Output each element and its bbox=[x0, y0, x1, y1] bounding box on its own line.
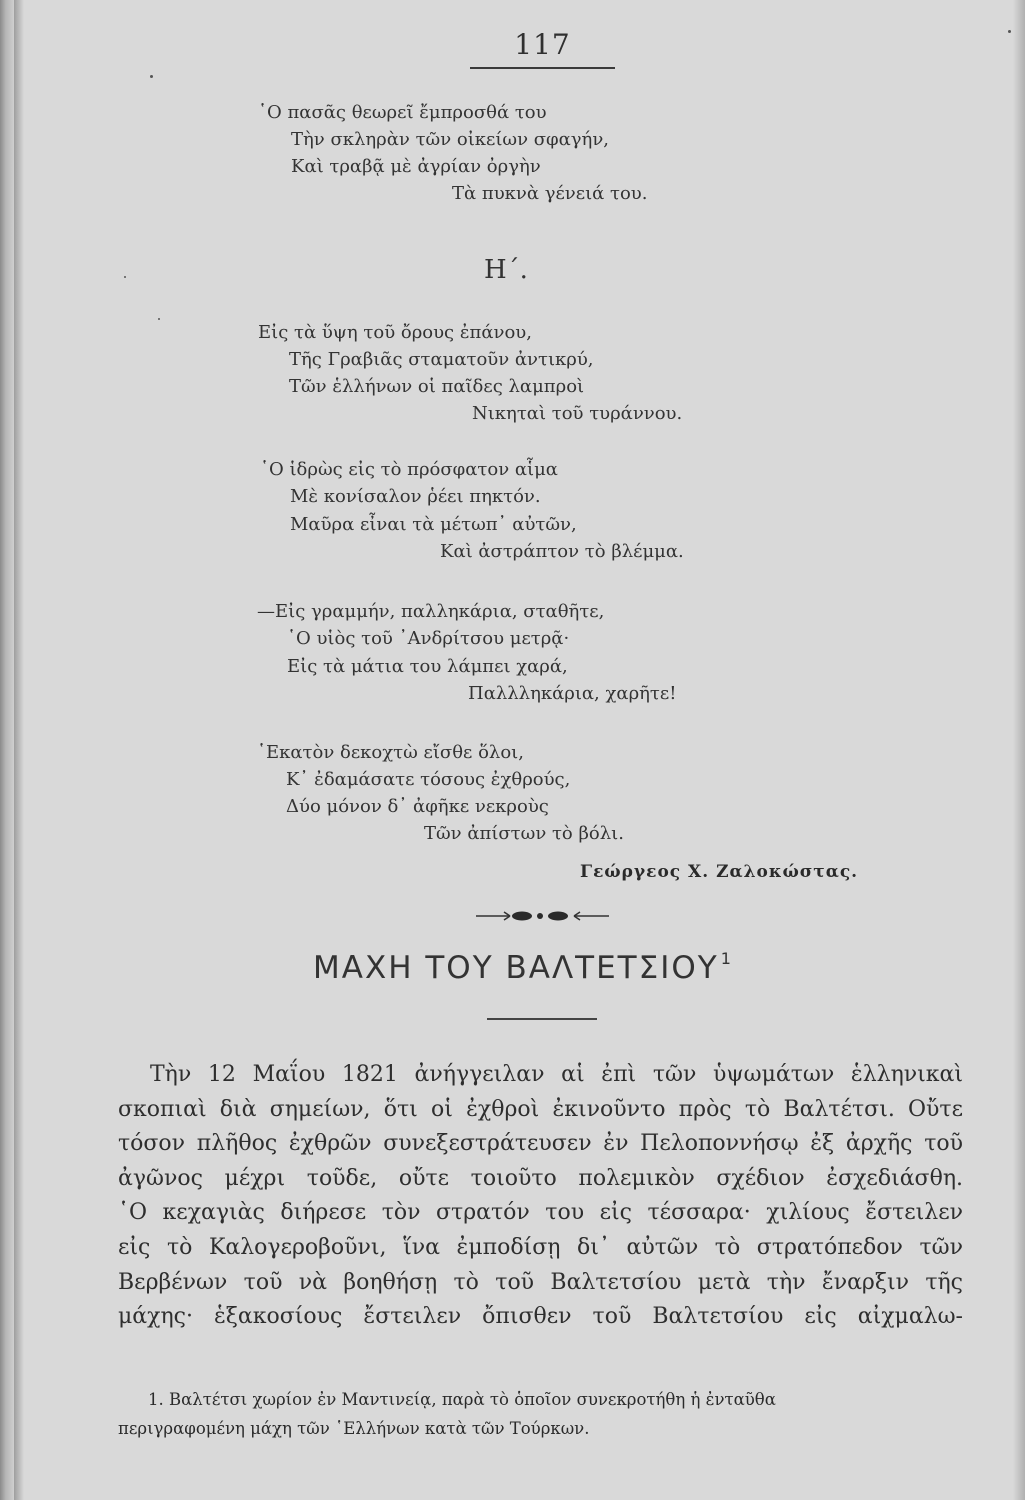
footnote bbox=[118, 1385, 963, 1443]
page-binding-edge bbox=[0, 0, 14, 1500]
prose-line: ἀγῶνος μέχρι τοῦδε, οὔτε τοιοῦτο πολεμικὸν σχέδιον ἐσχεδιάσθη. bbox=[118, 1165, 963, 1191]
ornament-divider bbox=[470, 904, 615, 928]
poem-line: Νικηταὶ τοῦ τυράννου. bbox=[472, 403, 683, 424]
section-heading: Η΄. bbox=[484, 255, 528, 285]
prose-line: εἰς τὸ Καλογεροβοῦνι, ἵνα ἐμποδίσῃ δι᾽ αὐτῶν τὸ στρατόπεδον τῶν bbox=[118, 1234, 963, 1260]
poem-line: Τῶν ἀπίστων τὸ βόλι. bbox=[424, 823, 624, 844]
prose-line: τόσον πλῆθος ἐχθρῶν συνεξεστράτευσεν ἐν Πελοποννήσῳ ἐξ ἀρχῆς τοῦ bbox=[118, 1131, 963, 1157]
footnote-marker: 1. bbox=[148, 1390, 164, 1409]
poem-line: Εἰς τὰ μάτια του λάμπει χαρά, bbox=[287, 656, 568, 677]
body-text bbox=[118, 1058, 963, 1335]
scan-speck bbox=[1008, 30, 1011, 33]
footnote-text: Βαλτέτσι χωρίον ἐν Μαντινείᾳ, παρὰ τὸ ὁποῖον συνεκροτήθη ἡ ἐνταῦθα bbox=[169, 1390, 776, 1409]
chapter-title-text: ΜΑΧΗ ΤΟΥ ΒΑΛΤΕΤΣΙΟΥ bbox=[313, 950, 719, 986]
prose-line: μάχης· ἑξακοσίους ἔστειλεν ὄπισθεν τοῦ Βαλτετσίου εἰς αἰχμαλω- bbox=[118, 1304, 963, 1330]
poem-line: ῾Εκατὸν δεκοχτὼ εἴσθε ὅλοι, bbox=[257, 742, 524, 763]
poem-line: Τὴν σκληρὰν τῶν οἰκείων σφαγήν, bbox=[291, 129, 610, 150]
ornament-dot bbox=[537, 913, 543, 919]
footnote-reference: 1 bbox=[720, 949, 733, 968]
poem-line: Καὶ ἀστράπτον τὸ βλέμμα. bbox=[440, 541, 684, 562]
poem-line: ῾Ο υἱὸς τοῦ ᾽Ανδρίτσου μετρᾷ· bbox=[287, 628, 570, 649]
author-signature: Γεώργεος Χ. Ζαλοκώστας. bbox=[580, 862, 859, 882]
poem-line: ῾Ο πασᾶς θεωρεῖ ἔμπροσθά του bbox=[258, 102, 547, 123]
scan-speck bbox=[150, 75, 153, 78]
scan-speck bbox=[124, 276, 126, 278]
chapter-title bbox=[313, 949, 733, 986]
footnote-line: περιγραφομένη μάχη τῶν ῾Ελλήνων κατὰ τῶν Τούρκων. bbox=[118, 1419, 590, 1438]
prose-line: ῾Ο κεχαγιὰς διήρεσε τὸν στρατόν του εἰς τέσσαρα· χιλίους ἔστειλεν bbox=[118, 1200, 963, 1226]
prose-line: Βερβένων τοῦ νὰ βοηθήσῃ τὸ τοῦ Βαλτετσίου μετὰ τὴν ἔναρξιν τῆς bbox=[118, 1269, 963, 1295]
poem-line: Παλλληκάρια, χαρῆτε! bbox=[468, 683, 677, 704]
prose-line: Τὴν 12 Μαΐου 1821 ἀνήγγειλαν αἱ ἐπὶ τῶν ὑψωμάτων ἑλληνικαὶ bbox=[150, 1062, 963, 1087]
poem-line: Εἰς τὰ ὕψη τοῦ ὄρους ἐπάνου, bbox=[258, 322, 532, 343]
ornament-lozenge-right bbox=[548, 912, 568, 921]
page-number-rule bbox=[470, 67, 615, 69]
footnote-line bbox=[118, 1385, 963, 1414]
poem-line: ῾Ο ἱδρὼς εἰς τὸ πρόσφατον αἷμα bbox=[260, 459, 558, 480]
poem-line: Τῆς Γραβιᾶς σταματοῦν ἀντικρύ, bbox=[289, 349, 594, 370]
title-rule bbox=[487, 1018, 597, 1020]
scan-speck bbox=[158, 318, 160, 320]
ornament-lozenge-left bbox=[512, 912, 532, 921]
poem-line: Κ᾽ ἐδαμάσατε τόσους ἐχθρούς, bbox=[286, 769, 571, 790]
page-right-edge bbox=[1013, 0, 1025, 1500]
page-number: 117 bbox=[514, 28, 571, 61]
poem-line: Μὲ κονίσαλον ῥέει πηκτόν. bbox=[290, 486, 541, 507]
poem-line: Καὶ τραβᾷ μὲ ἀγρίαν ὀργὴν bbox=[291, 156, 541, 177]
poem-line: Δύο μόνον δ᾽ ἀφῆκε νεκροὺς bbox=[286, 796, 549, 817]
poem-line: Τῶν ἑλλήνων οἱ παῖδες λαμπροὶ bbox=[289, 376, 585, 397]
page-binding-shadow bbox=[14, 0, 24, 1500]
prose-line: σκοπιαὶ διὰ σημείων, ὅτι οἱ ἐχθροὶ ἐκινοῦντο πρὸς τὸ Βαλτέτσι. Οὔτε bbox=[118, 1096, 963, 1122]
poem-line: —Εἰς γραμμήν, παλληκάρια, σταθῆτε, bbox=[257, 601, 605, 622]
poem-line: Τὰ πυκνὰ γένειά του. bbox=[452, 183, 648, 204]
poem-line: Μαῦρα εἶναι τὰ μέτωπ᾽ αὐτῶν, bbox=[290, 514, 577, 535]
